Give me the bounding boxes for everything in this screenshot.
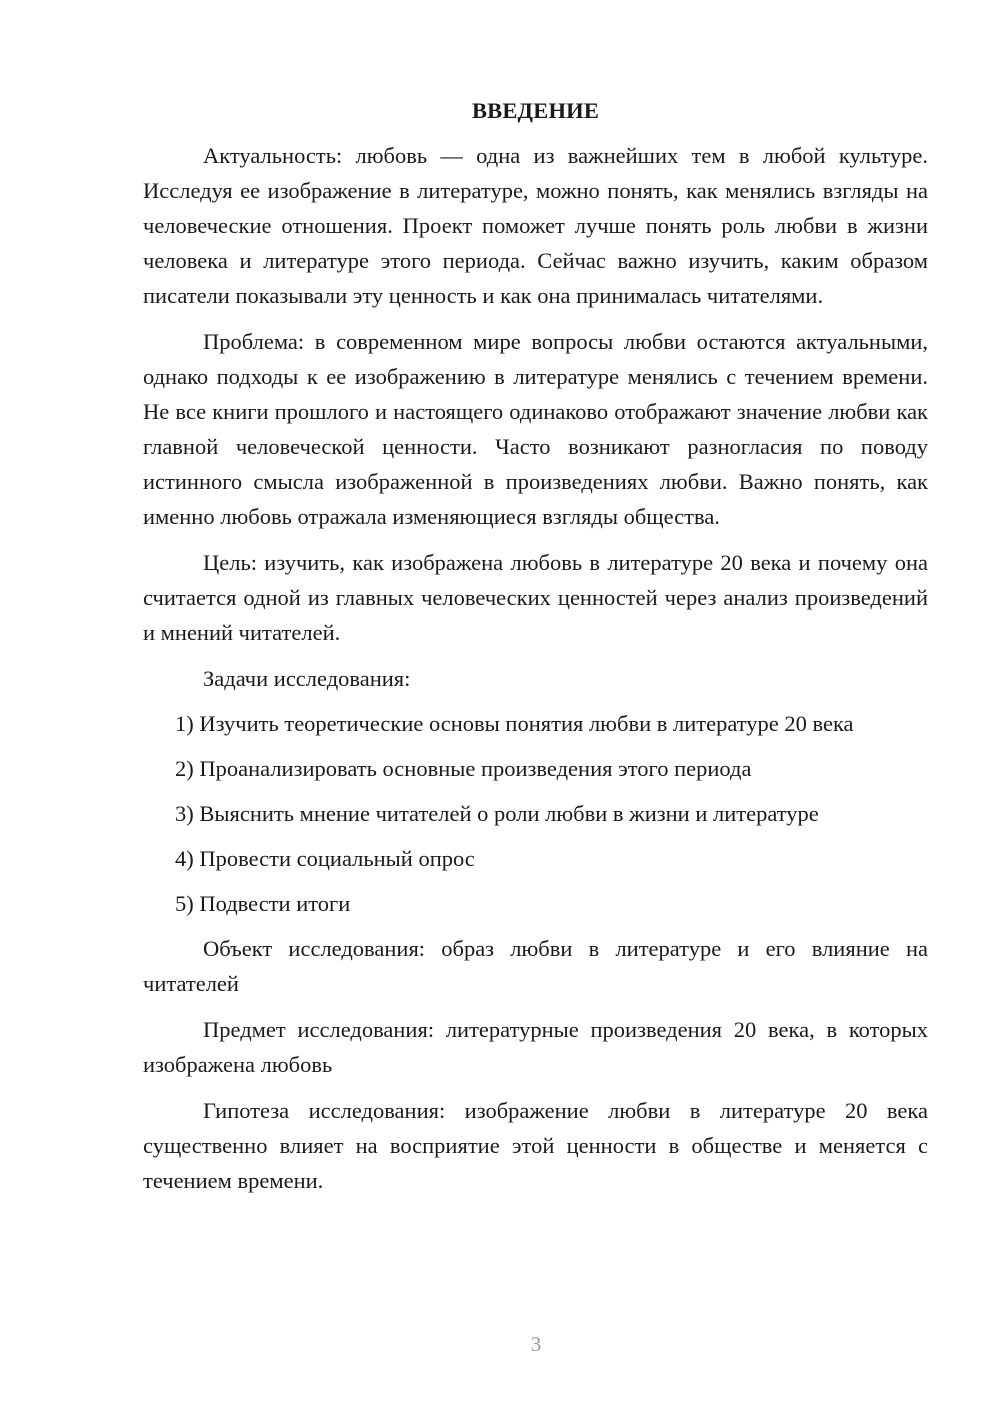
document-page <box>143 95 928 1209</box>
tasks-heading: Задачи исследования: <box>203 666 411 691</box>
task-item: 2) Проанализировать основные произведения этого периода <box>175 756 752 781</box>
task-item: 5) Подвести итоги <box>175 891 351 916</box>
page-title: ВВЕДЕНИЕ <box>471 98 600 123</box>
task-item: 1) Изучить теоретические основы понятия любви в литературе 20 века <box>175 711 854 736</box>
hypothesis-paragraph: Гипотеза исследования: изображение любви в литературе 20 века существенно влияет на восприятие этой ценности в обществе и меняется с течением времени. <box>143 1098 928 1193</box>
subject-paragraph: Предмет исследования: литературные произведения 20 века, в которых изображена любовь <box>143 1017 928 1077</box>
problem-paragraph: Проблема: в современном мире вопросы любви остаются актуальными, однако подходы к ее изображению в литературе менялись с течением времени. Не все книги прошлого и настоящего одинаково отображают значение любви как главной человеческой ценности. Часто возникают разногласия по поводу истинного смысла изображенной в произведениях любви. Важно понять, как именно любовь отражала изменяющиеся взгляды общества. <box>143 329 928 529</box>
task-item: 4) Провести социальный опрос <box>175 846 475 871</box>
task-item: 3) Выяснить мнение читателей о роли любви в жизни и литературе <box>175 801 819 826</box>
object-paragraph: Объект исследования: образ любви в литературе и его влияние на читателей <box>143 936 928 996</box>
goal-paragraph: Цель: изучить, как изображена любовь в литературе 20 века и почему она считается одной из главных человеческих ценностей через анализ произведений и мнений читателей. <box>143 550 928 645</box>
relevance-paragraph: Актуальность: любовь — одна из важнейших тем в любой культуре. Исследуя ее изображение в литературе, можно понять, как менялись взгляды на человеческие отношения. Проект поможет лучше понять роль любви в жизни человека и литературе этого периода. Сейчас важно изучить, каким образом писатели показывали эту ценность и как она принималась читателями. <box>143 143 928 308</box>
task-list <box>143 706 928 921</box>
page-number: 3 <box>530 1332 542 1356</box>
